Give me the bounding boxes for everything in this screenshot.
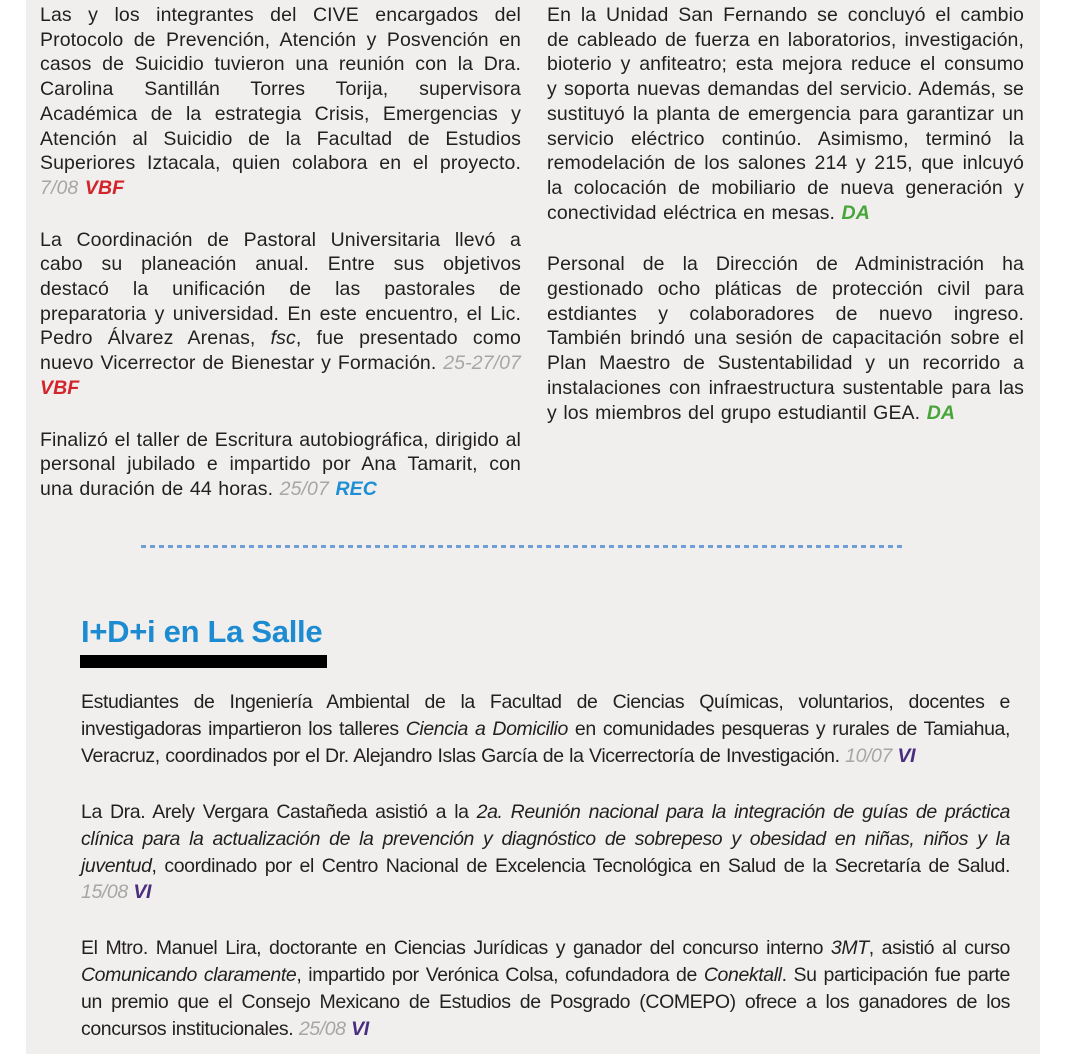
article-date: 25-27/07 [443,352,521,375]
article-department-tag: DA [926,401,956,424]
right-column [547,3,1024,545]
article-text-italic: Conektall [703,964,782,987]
article-paragraph [547,3,1024,225]
article-department-tag: VBF [84,176,125,199]
article-text-italic: 2a. Reunión nacional para la integración de guías de práctica clínica para la actualización de la prevención y diagnóstico de sobrepeso y obesidad en niñas, niños y la juventud [81,800,1010,877]
article-text: Finalizó el taller de Escritura autobiográfica, dirigido al personal jubilado e impartido por Ana Tamarit, con una duración de 44 horas. [40,428,521,500]
article-paragraph [81,935,1010,1043]
article-department-tag: VI [897,744,916,767]
left-column [40,3,521,545]
article-date: 15/08 [81,881,128,904]
section-title: I+D+i en La Salle [81,614,323,649]
article-date: 25/07 [279,477,329,500]
article-text: , asistió al curso [868,937,1010,960]
article-paragraph [40,3,521,201]
article-text: Las y los integrantes del CIVE encargados del Protocolo de Prevención, Atención y Posvención en casos de Suicidio tuvieron una reunión con la Dra. Carolina Santillán Torres Torija, supervisora Académica de la estrategia Crisis, Emergencias y Atención al Suicidio de la Facultad de Estudios Superiores Iztacala, quien colabora en el proyecto. [40,4,521,175]
article-text: . Su participación fue parte un premio que el Consejo Mexicano de Estudios de Posgrado (COMEPO) ofrece a los ganadores de los concursos institucionales. [81,964,1010,1041]
article-text-italic: 3MT [830,937,869,960]
article-date: 10/07 [845,744,892,767]
article-text: La Coordinación de Pastoral Universitaria llevó a cabo su planeación anual. Entre sus objetivos destacó la unificación de las pastorales de preparatoria y universidad. En este encuentro, el Lic. Pedro Álvarez Arenas, [40,228,521,350]
dashed-divider [141,545,902,548]
newsletter-page [26,0,1040,1054]
article-date: 7/08 [40,176,79,199]
article-date: 25/08 [298,1018,346,1041]
article-text: La Dra. Arely Vergara Castañeda asistió a la [81,800,477,823]
article-text: , impartido por Verónica Colsa, cofundadora de [296,964,704,987]
article-department-tag: VI [351,1018,369,1041]
article-paragraph [40,228,521,401]
article-text-italic: Comunicando claramente [81,964,297,987]
article-paragraph [40,428,521,502]
article-text: Estudiantes de Ingeniería Ambiental de la Facultad de Ciencias Químicas, voluntarios, docentes e investigadoras impartieron los talleres [81,691,1010,740]
article-text: El Mtro. Manuel Lira, doctorante en Ciencias Jurídicas y ganador del concurso interno [81,937,831,960]
article-text-italic: fsc [270,327,296,350]
article-text-italic: Ciencia a Domicilio [405,717,568,740]
article-department-tag: DA [841,201,870,224]
article-department-tag: VI [133,881,151,904]
article-paragraph [81,689,1010,770]
top-two-column-area [26,0,1040,545]
article-text: Personal de la Dirección de Administración ha gestionado ocho pláticas de protección civil para estdiantes y colaboradores de nuevo ingreso. También brindó una sesión de capacitación sobre el Plan Maestro de Sustentabilidad y un recorrido a instalaciones con infraestructura sustentable para las y los miembros del grupo estudiantil GEA. [547,253,1024,424]
article-department-tag: REC [335,477,377,500]
article-paragraph [81,799,1010,907]
article-paragraph [547,252,1024,425]
article-text: , coordinado por el Centro Nacional de Excelencia Tecnológica en Salud de la Secretaría de Salud. [151,854,1010,877]
article-text: en comunidades pesqueras y rurales de Tamiahua, Veracruz, coordinados por el Dr. Alejandro Islas García de la Vicerrectoría de Investigación. [81,717,1010,767]
article-department-tag: VBF [40,376,80,399]
article-text: , fue presentado como nuevo Vicerrector de Bienestar y Formación. [40,327,521,375]
bottom-section [81,689,1010,1043]
article-text: En la Unidad San Fernando se concluyó el cambio de cableado de fuerza en laboratorios, investigación, bioterio y anfiteatro; esta mejora reduce el consumo y soporta nuevas demandas del servicio. Además, se sustituyó la planta de emergencia para garantizar un servicio eléctrico continúo. Asimismo, terminó la remodelación de los salones 214 y 215, que inlcuyó la colocación de mobiliario de nueva generación y conectividad eléctrica en mesas. [547,4,1024,224]
section-title-underline-bar [80,655,327,668]
